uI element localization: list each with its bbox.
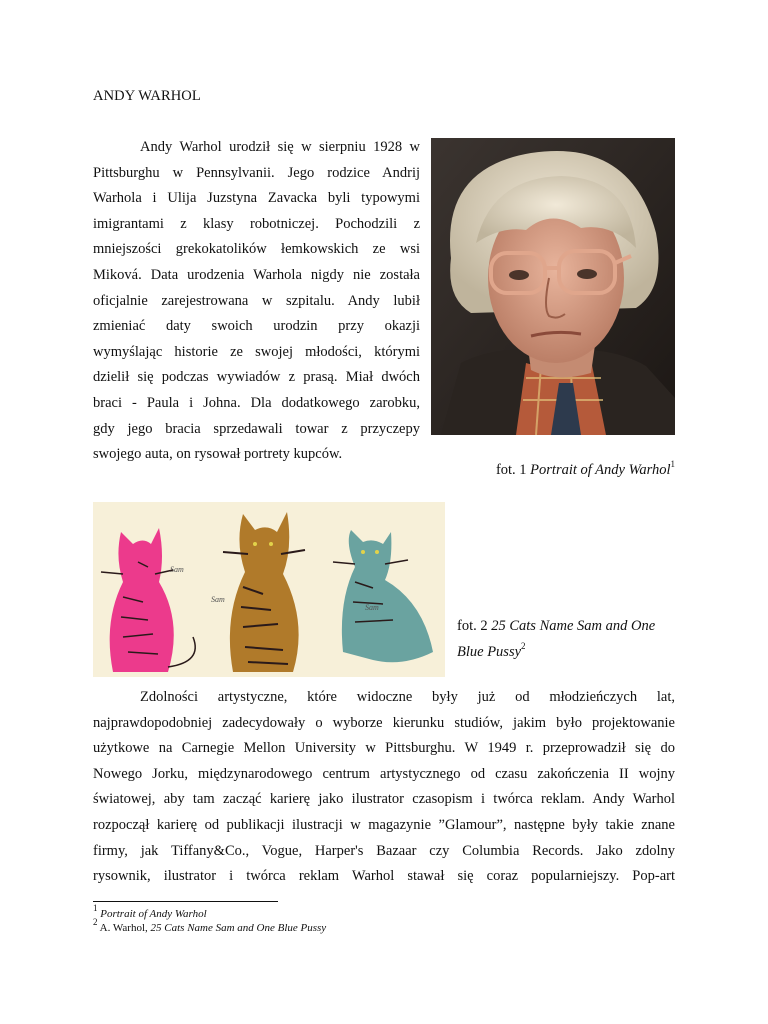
footnote-title: Portrait of Andy Warhol <box>100 908 207 920</box>
paragraph-line: Pittsburghu w Pennsylvanii. Jego rodzice Andrij <box>93 164 420 181</box>
footnote-separator <box>93 901 278 902</box>
paragraph-line: dzielił się podczas wywiadów z prasą. Miał dwóch <box>93 369 420 386</box>
page-title: ANDY WARHOL <box>93 88 201 104</box>
footnote-prefix: A. Warhol, <box>99 922 151 934</box>
paragraph-line: Miková. Data urodzenia Warhola nigdy nie została <box>93 266 420 283</box>
caption-prefix: fot. 1 <box>495 462 531 478</box>
paragraph-line: firmy, jak Tiffany&Co., Vogue, Harper's Bazaar czy Columbia Records. Jako zdolny <box>93 842 675 859</box>
footnote-number: 2 <box>93 917 98 928</box>
cat-label: Sam <box>211 595 225 604</box>
paragraph-line: zmieniać daty swoich urodzin przy okazji <box>93 318 420 335</box>
body-paragraph <box>93 685 675 890</box>
footnote <box>93 903 326 921</box>
paragraph-line: oficjalnie zarejestrowana w szpitalu. Andy lubił <box>93 292 420 309</box>
cats-artwork <box>93 502 445 677</box>
paragraph-line: rozpoczął karierę od publikacji ilustracji w magazynie ”Glamour”, następne były takie znane <box>93 816 675 833</box>
footnote-title: 25 Cats Name Sam and One Blue Pussy <box>150 922 327 934</box>
caption-title: Portrait of Andy Warhol <box>530 462 671 478</box>
paragraph-line: mniejszości grekokatolików łemkowskich ze wsi <box>93 241 420 258</box>
footnote-ref: 2 <box>521 641 526 652</box>
paragraph-line: użytkowe na Carnegie Mellon University w Pittsburghu. W 1949 r. przeprowadził się do <box>93 740 675 757</box>
paragraph-line: imigrantami z klasy robotniczej. Pochodzili z <box>93 215 420 232</box>
footnote <box>93 917 327 935</box>
caption-prefix: fot. 2 <box>457 618 492 634</box>
cat-label: Sam <box>170 565 184 574</box>
paragraph-line: Andy Warhol urodził się w sierpniu 1928 w <box>140 139 420 155</box>
paragraph-line: światowej, aby tam zacząć karierę jako ilustrator czasopism i twórca reklam. Andy Warhol <box>93 791 675 808</box>
paragraph-line: gdy jego bracia sprzedawali towar z przyczepy <box>93 420 420 437</box>
intro-paragraph <box>93 135 420 468</box>
portrait-photo <box>431 138 675 435</box>
paragraph-line: braci - Paula i Johna. Dla dodatkowego zarobku, <box>93 394 420 411</box>
paragraph-line: Warhola i Ulija Juzstyna Zavacka byli typowymi <box>93 190 420 207</box>
footnotes <box>93 903 327 935</box>
paragraph-line: swojego auta, on rysował portrety kupców. <box>93 446 343 463</box>
paragraph-line: rysownik, ilustrator i twórca reklam Warhol stawał się coraz popularniejszy. Pop-art <box>93 868 675 885</box>
cat-label: Sam <box>365 603 379 612</box>
photo-caption-1 <box>495 459 675 479</box>
caption-title: 25 Cats Name Sam and One Blue Pussy <box>457 618 656 660</box>
paragraph-line: wymyślając historie ze swojej młodości, którymi <box>93 343 420 360</box>
paragraph-line: najprawdopodobniej zadecydowały o wyborze kierunku studiów, jakim było projektowanie <box>93 714 675 731</box>
footnote-number: 1 <box>93 903 98 914</box>
paragraph-line: Zdolności artystyczne, które widoczne były już od młodzieńczych lat, <box>140 689 675 705</box>
photo-caption-2 <box>457 613 675 665</box>
footnote-ref: 1 <box>670 459 675 470</box>
paragraph-line: Nowego Jorku, międzynarodowego centrum artystycznego od czasu zakończenia II wojny <box>93 765 675 782</box>
